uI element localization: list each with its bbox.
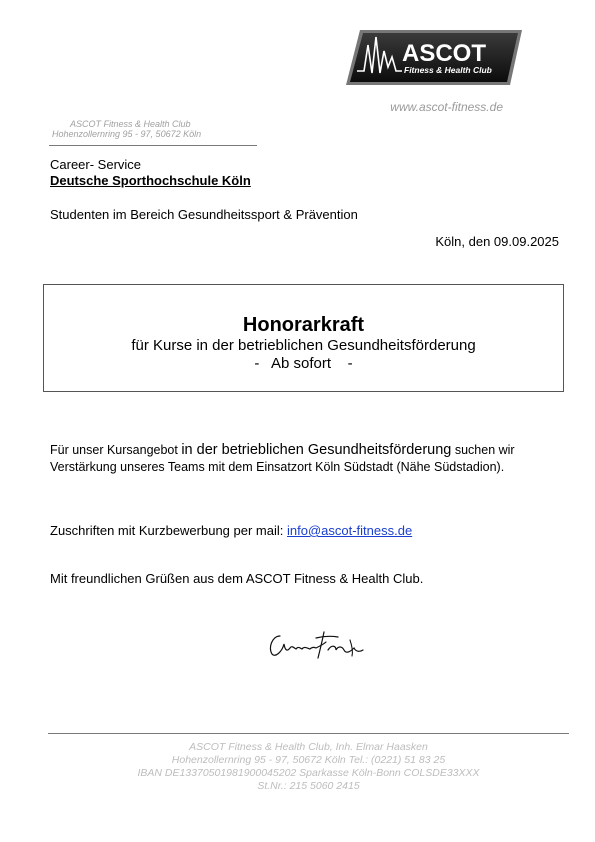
- body-text-c: suchen wir: [451, 443, 515, 457]
- body-line-2: Verstärkung unseres Teams mit dem Einsatzort Köln Südstadt (Nähe Südstadion).: [50, 460, 505, 474]
- recipient-organization: Deutsche Sporthochschule Köln: [50, 173, 251, 188]
- recipient-department: Career- Service: [50, 157, 142, 172]
- target-audience: Studenten im Bereich Gesundheitssport & Prävention: [50, 207, 358, 222]
- website-url: www.ascot-fitness.de: [390, 100, 503, 114]
- job-title-box: [43, 284, 564, 392]
- footer-address: Hohenzollernring 95 - 97, 50672 Köln Tel.: (0221) 51 83 25: [171, 754, 446, 766]
- recipient-address: [50, 157, 251, 189]
- footer-divider: [48, 733, 569, 734]
- sender-divider: [49, 145, 257, 146]
- body-text-b: in der betrieblichen Gesundheitsförderung: [181, 442, 452, 458]
- letter-date: Köln, den 09.09.2025: [435, 234, 559, 249]
- job-start: - Ab sofort -: [254, 355, 353, 372]
- closing-line: Mit freundlichen Grüßen aus dem ASCOT Fitness & Health Club.: [50, 571, 424, 586]
- job-title: Honorarkraft: [242, 314, 365, 336]
- footer-owner: ASCOT Fitness & Health Club, Inh. Elmar Haasken: [189, 741, 428, 753]
- ascot-logo: [344, 27, 524, 88]
- job-subtitle: für Kurse in der betrieblichen Gesundheitsförderung: [131, 337, 476, 354]
- body-line-1: [50, 442, 575, 459]
- footer: [48, 741, 569, 793]
- sender-street: Hohenzollernring 95 - 97, 50672 Köln: [52, 129, 202, 139]
- sender-name: ASCOT Fitness & Health Club: [70, 119, 191, 129]
- contact-line: [50, 523, 412, 538]
- body-text-a: Für unser Kursangebot: [50, 443, 182, 457]
- handwritten-signature: [266, 628, 366, 662]
- footer-tax: St.Nr.: 215 5060 2415: [257, 780, 360, 792]
- logo-tagline: Fitness & Health Club: [404, 65, 492, 75]
- contact-label: Zuschriften mit Kurzbewerbung per mail:: [50, 523, 287, 538]
- sender-address: [52, 119, 257, 139]
- contact-email-link[interactable]: info@ascot-fitness.de: [286, 523, 413, 538]
- logo-brand: ASCOT: [402, 40, 486, 67]
- footer-bank: IBAN DE13370501981900045202 Sparkasse Köln-Bonn COLSDE33XXX: [137, 767, 480, 779]
- body-paragraph: [50, 442, 575, 476]
